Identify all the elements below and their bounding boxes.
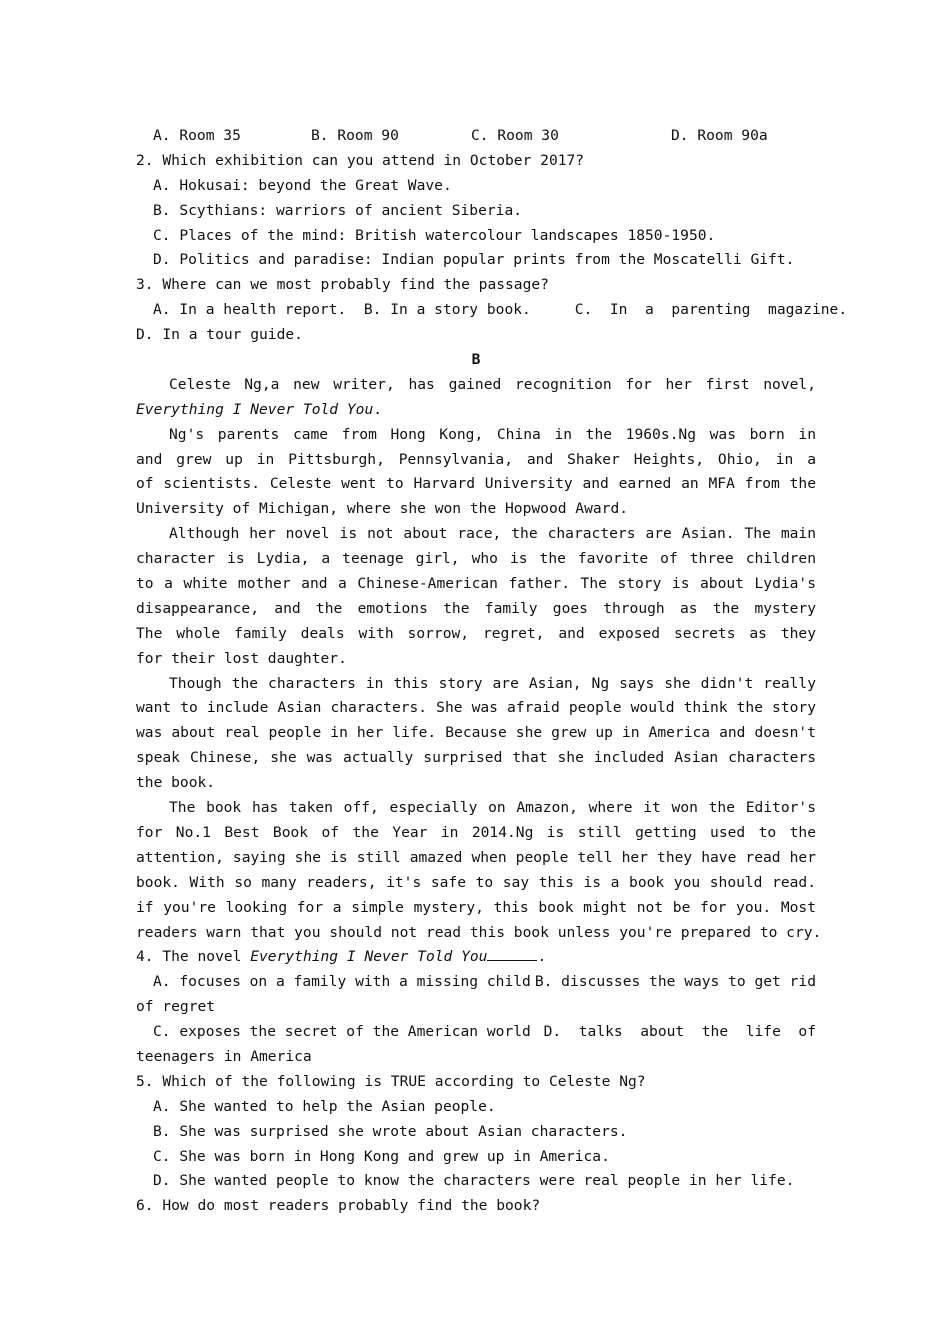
document-page: [136, 124, 848, 1219]
q2-option-a: A. Hokusai: beyond the Great Wave.: [153, 176, 452, 194]
q4-option-b: B. discusses the ways to get rid: [534, 973, 816, 991]
q6-stem: 6. How do most readers probably find the book?: [136, 1197, 541, 1215]
passage-p1-end: .: [373, 400, 383, 418]
passage-line: University of Michigan, where she won the Hopwood Award.: [136, 500, 629, 518]
passage-line: speak Chinese, she was actually surprised that she included Asian characters: [136, 749, 816, 767]
passage-line: if you're looking for a simple mystery, this book might not be for you. Most: [136, 898, 816, 916]
q4-option-a: A. focuses on a family with a missing child: [153, 973, 531, 991]
passage-line: of scientists. Celeste went to Harvard University and earned an MFA from the: [136, 475, 816, 493]
passage-line: the book.: [136, 774, 216, 792]
passage-line: want to include Asian characters. She was afraid people would think the story: [136, 699, 816, 717]
passage-line: readers warn that you should not read this book unless you're prepared to cry.: [136, 923, 822, 941]
answer-blank: [487, 946, 537, 961]
q4-novel-title: Everything I Never Told You: [250, 948, 488, 966]
q4-stem-suffix: .: [537, 948, 547, 966]
q4-option-d-cont: teenagers in America: [136, 1047, 312, 1065]
q2-option-b: B. Scythians: warriors of ancient Siberia.: [153, 201, 523, 219]
q1-option-a: A. Room 35: [153, 127, 241, 144]
passage-line: character is Lydia, a teenage girl, who is the favorite of three children: [136, 550, 816, 568]
passage-line: The whole family deals with sorrow, regret, and exposed secrets as they: [136, 624, 816, 642]
passage-line: Although her novel is not about race, the characters are Asian. The main: [169, 525, 816, 543]
passage-line: disappearance, and the emotions the family goes through as the mystery: [136, 599, 816, 617]
q4-stem-prefix: 4. The novel: [136, 948, 251, 966]
passage-line: The book has taken off, especially on Amazon, where it won the Editor's: [169, 799, 816, 817]
q1-option-c: C. Room 30: [471, 127, 559, 144]
passage-p1-line2: [136, 398, 816, 423]
section-heading-b: B: [471, 351, 481, 369]
q5-option-d: D. She wanted people to know the characters were real people in her life.: [153, 1172, 795, 1190]
q4-option-b-cont: of regret: [136, 998, 216, 1016]
passage-line: Ng's parents came from Hong Kong, China in the 1960s.Ng was born in: [169, 425, 816, 443]
passage-line: to a white mother and a Chinese-American father. The story is about Lydia's: [136, 575, 816, 593]
passage-line: for their lost daughter.: [136, 649, 347, 667]
passage-line: was about real people in her life. Because she grew up in America and doesn't: [136, 724, 816, 742]
q5-option-b: B. She was surprised she wrote about Asian characters.: [153, 1122, 628, 1140]
q5-option-a: A. She wanted to help the Asian people.: [153, 1097, 496, 1115]
q5-option-c: C. She was born in Hong Kong and grew up in America.: [153, 1147, 610, 1165]
q2-option-c: C. Places of the mind: British watercolour landscapes 1850-1950.: [153, 226, 716, 244]
q3-options-line1: A. In a health report. B. In a story book. C. In a parenting magazine.: [153, 301, 848, 319]
q4-option-c: C. exposes the secret of the American world: [153, 1023, 531, 1041]
q3-stem: 3. Where can we most probably find the passage?: [136, 276, 549, 294]
q1-option-d: D. Room 90a: [671, 127, 768, 144]
q5-stem: 5. Which of the following is TRUE according to Celeste Ng?: [136, 1072, 646, 1090]
passage-line: Though the characters in this story are Asian, Ng says she didn't really: [169, 674, 816, 692]
passage-line: attention, saying she is still amazed when people tell her they have read her: [136, 848, 816, 866]
q1-option-b: B. Room 90: [311, 127, 399, 144]
passage-line: and grew up in Pittsburgh, Pennsylvania, and Shaker Heights, Ohio, in a: [136, 450, 816, 468]
passage-line: for No.1 Best Book of the Year in 2014.Ng is still getting used to the: [136, 823, 816, 841]
q4-option-d: D. talks about the life of: [543, 1023, 816, 1041]
novel-title: Everything I Never Told You: [136, 400, 374, 418]
q2-stem: 2. Which exhibition can you attend in October 2017?: [136, 151, 585, 169]
passage-line: book. With so many readers, it's safe to say this is a book you should read.: [136, 873, 816, 891]
q3-options-line2: D. In a tour guide.: [136, 326, 303, 344]
q2-option-d: D. Politics and paradise: Indian popular prints from the Moscatelli Gift.: [153, 251, 795, 269]
q4-options-cd: [136, 1020, 816, 1045]
q4-options-ab: [136, 970, 816, 995]
q4-stem: [136, 945, 816, 970]
q1-options: [136, 124, 816, 149]
passage-p1-line1: Celeste Ng,a new writer, has gained recognition for her first novel,: [169, 375, 816, 393]
